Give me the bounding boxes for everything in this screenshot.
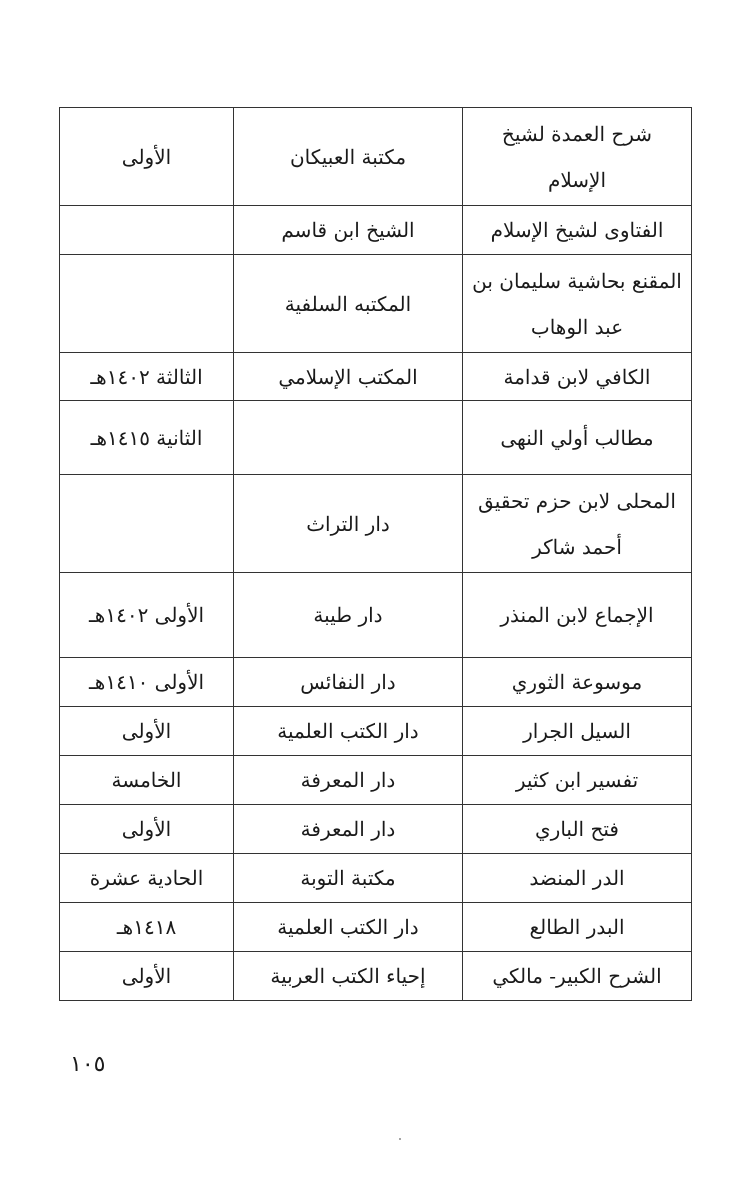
publisher-cell: دار الكتب العلمية (234, 903, 463, 952)
edition-cell (60, 206, 234, 255)
edition-cell: ١٤١٨هـ (60, 903, 234, 952)
book-title-cell: البدر الطالع (463, 903, 692, 952)
table-row (60, 658, 692, 707)
publisher-cell: دار النفائس (234, 658, 463, 707)
table-row (60, 255, 692, 353)
table-row (60, 108, 692, 206)
edition-cell (60, 255, 234, 353)
table-row (60, 756, 692, 805)
table-row (60, 206, 692, 255)
edition-cell: الخامسة (60, 756, 234, 805)
edition-cell: الثالثة ١٤٠٢هـ (60, 353, 234, 401)
book-title-cell: موسوعة الثوري (463, 658, 692, 707)
publisher-cell: دار المعرفة (234, 805, 463, 854)
table-row (60, 475, 692, 573)
table-row (60, 707, 692, 756)
table-row (60, 401, 692, 475)
edition-cell: الأولى (60, 952, 234, 1001)
publisher-cell: مكتبة العبيكان (234, 108, 463, 206)
book-title-cell: تفسير ابن كثير (463, 756, 692, 805)
book-title-cell: السيل الجرار (463, 707, 692, 756)
edition-cell: الحادية عشرة (60, 854, 234, 903)
edition-cell: الأولى (60, 108, 234, 206)
scan-dot (399, 1138, 401, 1140)
book-title-cell: الدر المنضد (463, 854, 692, 903)
table-row (60, 952, 692, 1001)
table-row (60, 854, 692, 903)
book-title-cell: المقنع بحاشية سليمان بن عبد الوهاب (463, 255, 692, 353)
publisher-cell: إحياء الكتب العربية (234, 952, 463, 1001)
publisher-cell: دار المعرفة (234, 756, 463, 805)
page-number: ١٠٥ (70, 1052, 106, 1077)
book-title-cell: فتح الباري (463, 805, 692, 854)
table-row (60, 573, 692, 658)
edition-cell: الأولى (60, 805, 234, 854)
book-title-cell: المحلى لابن حزم تحقيق أحمد شاكر (463, 475, 692, 573)
book-title-cell: الفتاوى لشيخ الإسلام (463, 206, 692, 255)
edition-cell: الأولى (60, 707, 234, 756)
references-table (59, 107, 692, 1001)
publisher-cell (234, 401, 463, 475)
edition-cell: الأولى ١٤٠٢هـ (60, 573, 234, 658)
publisher-cell: المكتب الإسلامي (234, 353, 463, 401)
publisher-cell: دار التراث (234, 475, 463, 573)
book-title-cell: الشرح الكبير- مالكي (463, 952, 692, 1001)
publisher-cell: دار الكتب العلمية (234, 707, 463, 756)
table-row (60, 805, 692, 854)
publisher-cell: الشيخ ابن قاسم (234, 206, 463, 255)
table-row (60, 903, 692, 952)
book-title-cell: مطالب أولي النهى (463, 401, 692, 475)
publisher-cell: مكتبة التوبة (234, 854, 463, 903)
edition-cell: الثانية ١٤١٥هـ (60, 401, 234, 475)
book-title-cell: شرح العمدة لشيخ الإسلام (463, 108, 692, 206)
table-row (60, 353, 692, 401)
publisher-cell: دار طيبة (234, 573, 463, 658)
edition-cell (60, 475, 234, 573)
book-title-cell: الإجماع لابن المنذر (463, 573, 692, 658)
edition-cell: الأولى ١٤١٠هـ (60, 658, 234, 707)
publisher-cell: المكتبه السلفية (234, 255, 463, 353)
book-title-cell: الكافي لابن قدامة (463, 353, 692, 401)
